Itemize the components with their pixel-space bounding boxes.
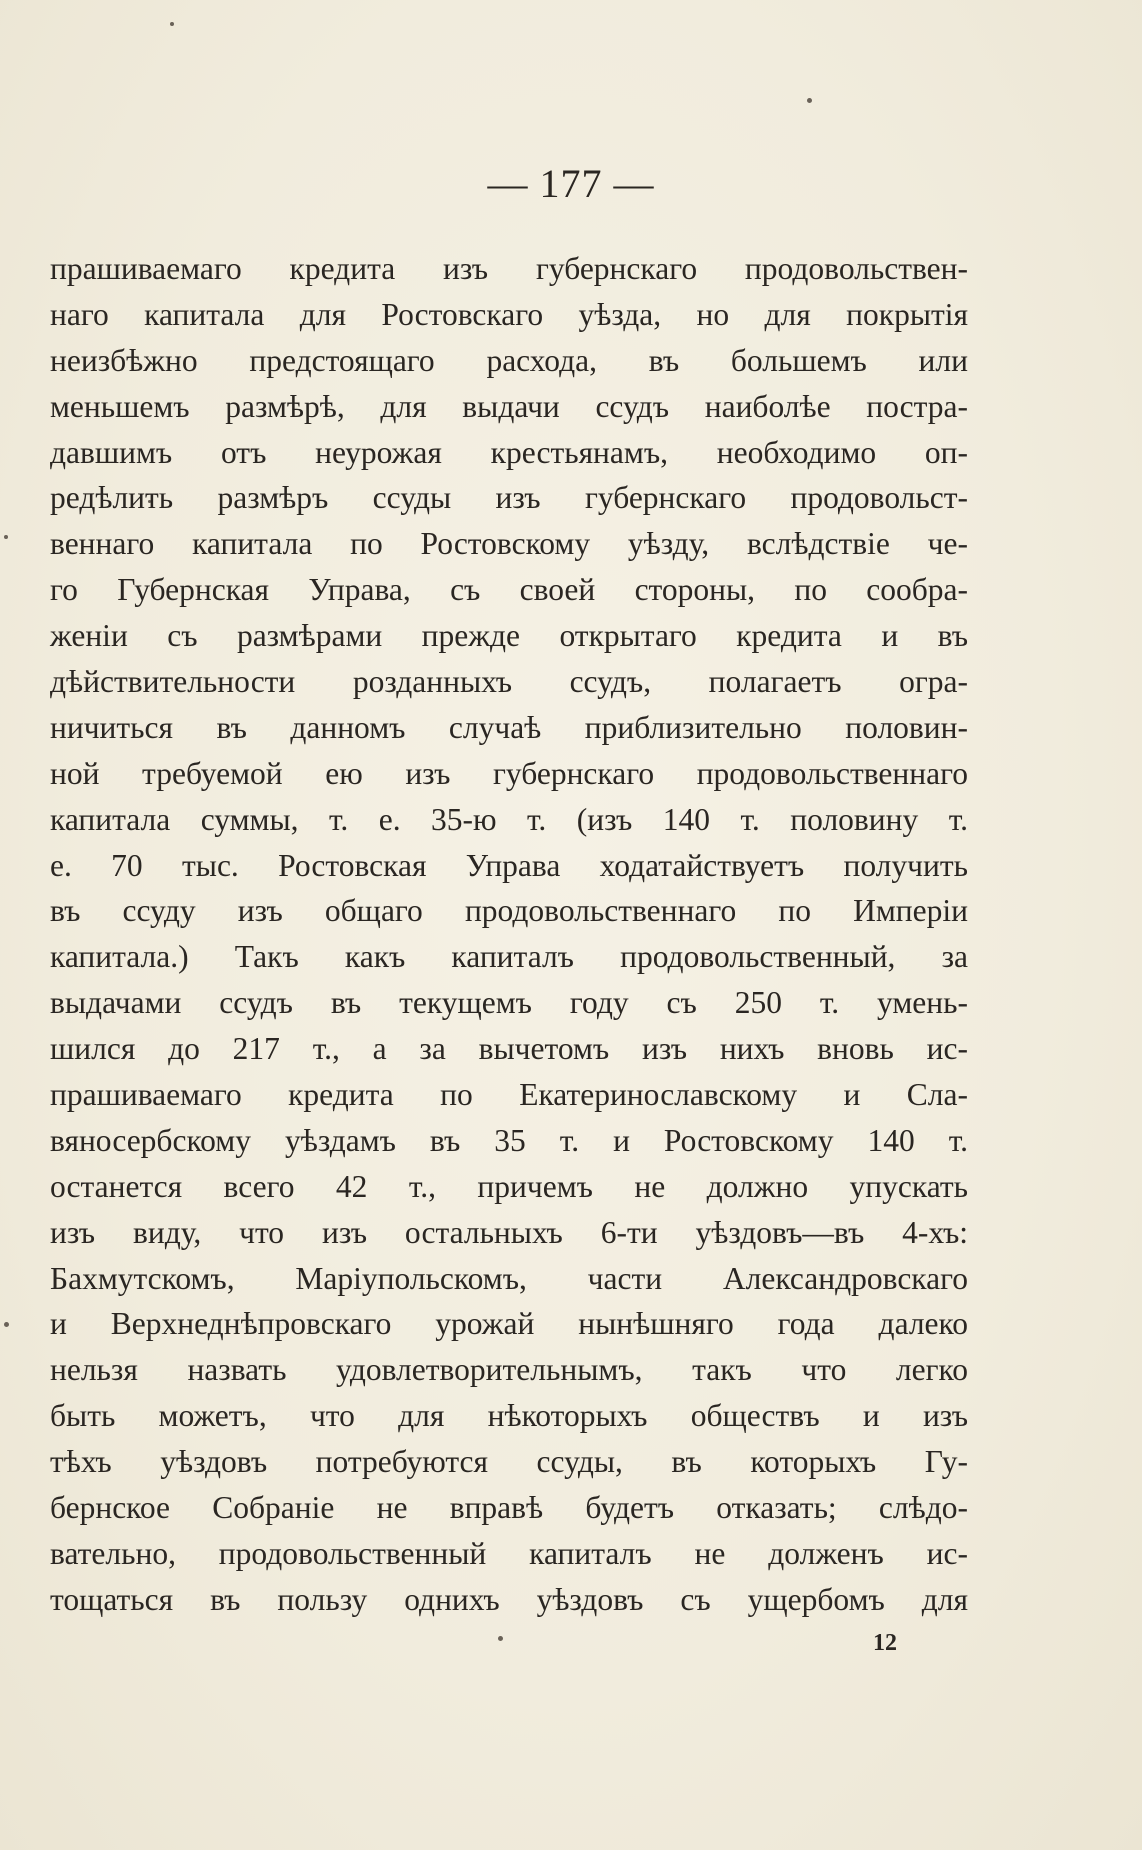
- text-line: выдачами ссудъ въ текущемъ году съ 250 т. умень-: [50, 985, 968, 1021]
- text-line: дѣйствительности розданныхъ ссудъ, полагаетъ огра-: [50, 664, 968, 700]
- text-line: останется всего 42 т., причемъ не должно упускать: [50, 1168, 968, 1204]
- text-line: шился до 217 т., а за вычетомъ изъ нихъ вновь ис-: [50, 1031, 968, 1067]
- ink-speck: [4, 535, 8, 539]
- text-line: женіи съ размѣрами прежде открытаго кредита и въ: [50, 618, 968, 654]
- text-line: Бахмутскомъ, Маріупольскомъ, части Александровскаго: [50, 1260, 968, 1296]
- text-line: вательно, продовольственный капиталъ не долженъ ис-: [50, 1535, 968, 1571]
- text-line: меньшемъ размѣрѣ, для выдачи ссудъ наиболѣе постра-: [50, 388, 968, 424]
- text-line: тѣхъ уѣздовъ потребуются ссуды, въ которыхъ Гу-: [50, 1444, 968, 1480]
- text-line: ной требуемой ею изъ губернскаго продовольственнаго: [50, 755, 968, 791]
- text-line: бернское Собраніе не вправѣ будетъ отказать; слѣдо-: [50, 1490, 968, 1526]
- ink-speck: [498, 1636, 503, 1641]
- body-text: [50, 246, 968, 1623]
- ink-speck: [170, 22, 174, 26]
- text-line: ничиться въ данномъ случаѣ приблизительно половин-: [50, 709, 968, 745]
- text-line: давшимъ отъ неурожая крестьянамъ, необходимо оп-: [50, 434, 968, 470]
- ink-speck: [807, 98, 812, 103]
- text-line: веннаго капитала по Ростовскому уѣзду, вслѣдствіе че-: [50, 526, 968, 562]
- text-line: прашиваемаго кредита по Екатеринославскому и Сла-: [50, 1077, 968, 1113]
- text-line: го Губернская Управа, съ своей стороны, по сообра-: [50, 572, 968, 608]
- signature-mark: 12: [873, 1630, 897, 1656]
- text-line: е. 70 тыс. Ростовская Управа ходатайствуетъ получить: [50, 847, 968, 883]
- text-line: изъ виду, что изъ остальныхъ 6-ти уѣздовъ—въ 4-хъ:: [50, 1214, 968, 1250]
- text-line: тощаться въ пользу однихъ уѣздовъ съ ущербомъ для: [50, 1581, 968, 1617]
- text-line: нельзя назвать удовлетворительнымъ, такъ что легко: [50, 1352, 968, 1388]
- text-line: неизбѣжно предстоящаго расхода, въ большемъ или: [50, 342, 968, 378]
- text-line: редѣлить размѣръ ссуды изъ губернскаго продовольст-: [50, 480, 968, 516]
- text-line: наго капитала для Ростовскаго уѣзда, но для покрытія: [50, 296, 968, 332]
- text-line: капитала суммы, т. е. 35-ю т. (изъ 140 т. половину т.: [50, 801, 968, 837]
- ink-speck: [4, 1322, 9, 1327]
- text-line: и Верхнеднѣпровскаго урожай нынѣшняго года далеко: [50, 1306, 968, 1342]
- text-line: вяносербскому уѣздамъ въ 35 т. и Ростовскому 140 т.: [50, 1122, 968, 1158]
- text-line: капитала.) Такъ какъ капиталъ продовольственный, за: [50, 939, 968, 975]
- text-line: въ ссуду изъ общаго продовольственнаго по Имперіи: [50, 893, 968, 929]
- page-number: — 177 —: [487, 161, 655, 206]
- text-line: быть можетъ, что для нѣкоторыхъ обществъ и изъ: [50, 1398, 968, 1434]
- text-line: прашиваемаго кредита изъ губернскаго продовольствен-: [50, 251, 968, 286]
